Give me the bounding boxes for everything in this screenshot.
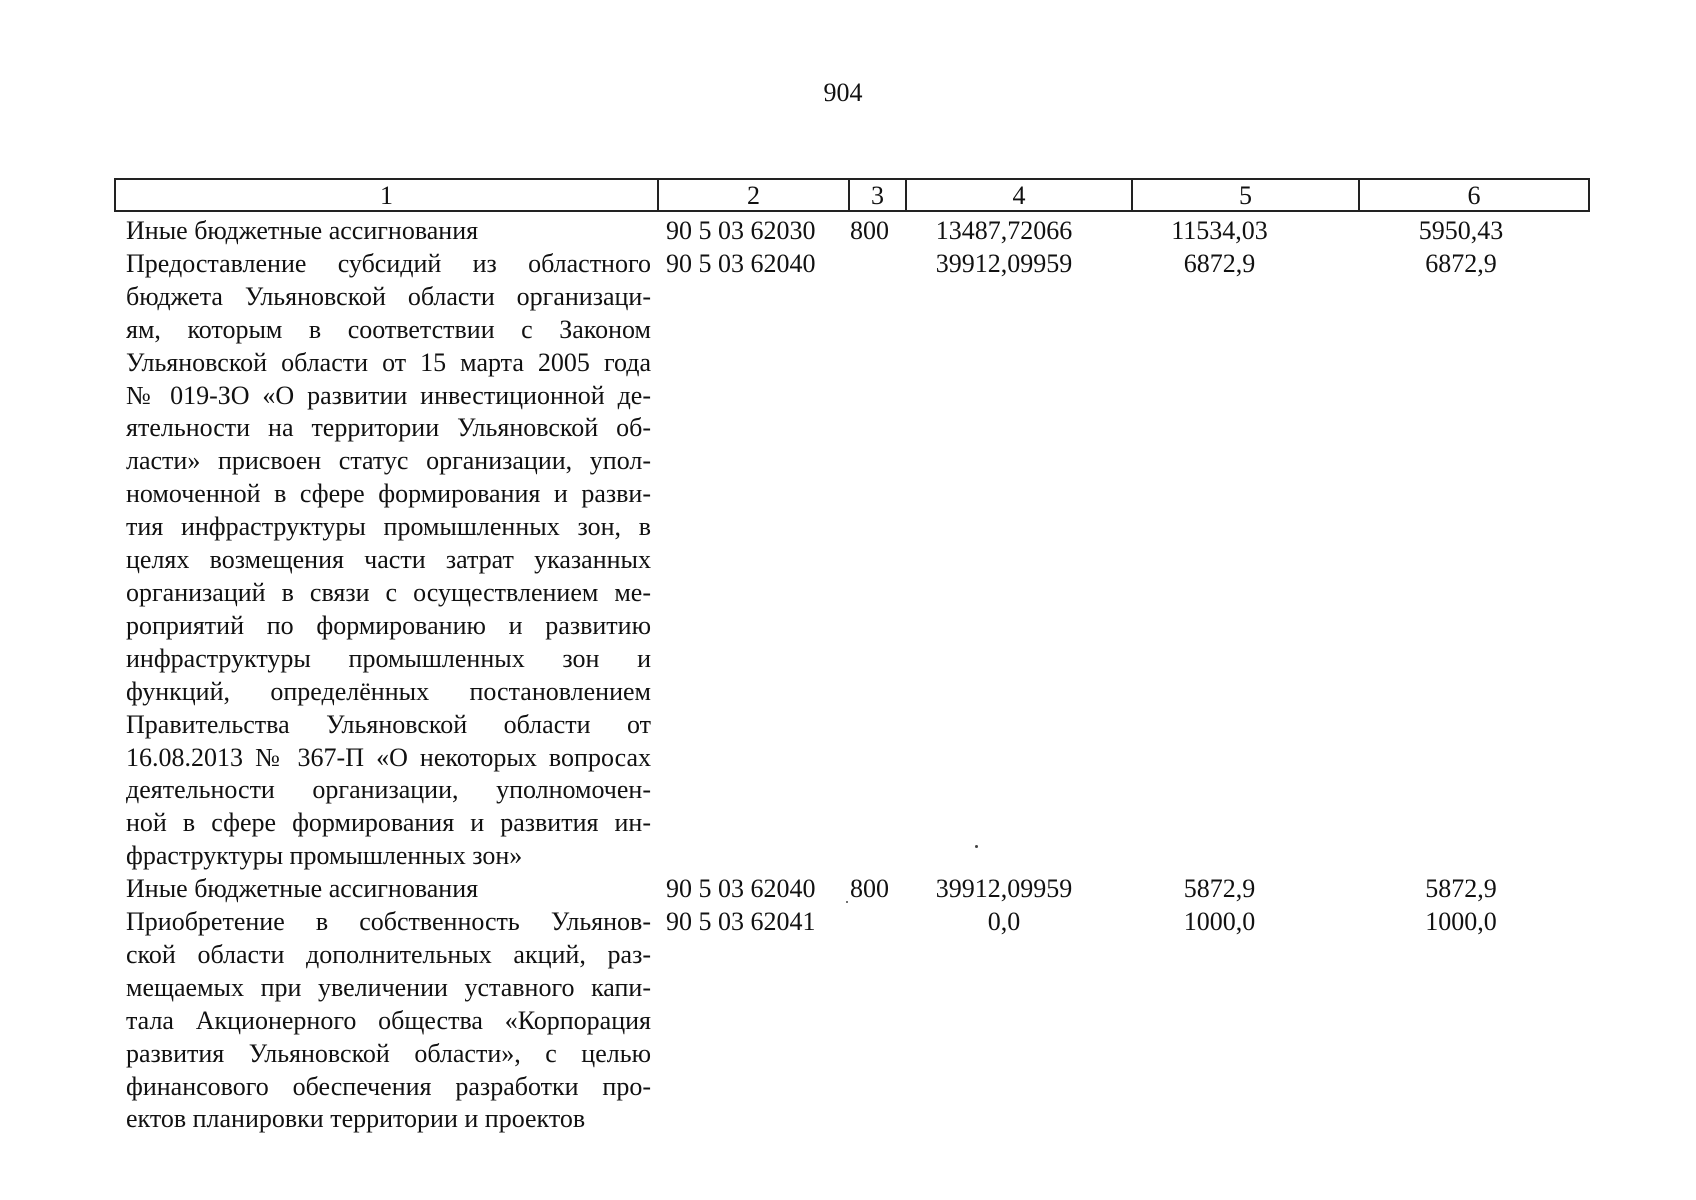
description-line: тия инфраструктуры промышленных зон, в	[126, 512, 651, 542]
classification-code: 90 5 03 62040	[666, 248, 816, 278]
header-cell-5: 5	[1133, 180, 1360, 212]
description-line: ской области дополнительных акций, раз-	[126, 939, 651, 969]
classification-code: 90 5 03 62030	[666, 216, 816, 245]
description-line: мещаемых при увеличении уставного капи-	[126, 972, 651, 1002]
amount-col-5: 6872,9	[1183, 248, 1256, 278]
amount-col-6: 6872,9	[1425, 248, 1497, 278]
row-description	[126, 906, 651, 1136]
row-description	[126, 215, 651, 248]
description-line: Иные бюджетные ассигнования	[126, 216, 479, 245]
description-line: деятельности организации, уполномочен-	[126, 775, 651, 805]
amount-col-6: 1000,0	[1425, 907, 1497, 937]
row-description	[126, 248, 651, 873]
amount-col-6: 5950,43	[1418, 216, 1504, 245]
scan-speck	[975, 845, 978, 848]
page-number: 904	[823, 78, 863, 107]
description-line: инфраструктуры промышленных зон и	[126, 643, 651, 673]
description-line: развития Ульяновской области», с целью	[126, 1038, 651, 1068]
table-row	[126, 215, 1590, 248]
amount-col-6: 5872,9	[1425, 874, 1497, 904]
description-line: тала Акционерного общества «Корпорация	[126, 1005, 651, 1035]
header-cell-1: 1	[116, 180, 659, 212]
description-line: ятельности на территории Ульяновской об-	[126, 413, 651, 443]
description-line: ной в сфере формирования и развития ин-	[126, 808, 651, 838]
row-description	[126, 873, 651, 906]
description-line: Иные бюджетные ассигнования	[126, 874, 479, 904]
table-row	[126, 906, 1590, 1136]
description-line: № 019-ЗО «О развитии инвестиционной де-	[126, 380, 651, 410]
amount-col-4: 13487,72066	[935, 216, 1073, 245]
classification-code: 90 5 03 62040	[666, 874, 816, 904]
amount-col-4: 39912,09959	[935, 248, 1073, 278]
description-line: номоченной в сфере формирования и разви-	[126, 479, 651, 509]
table-body	[126, 215, 1590, 1136]
scan-speck	[846, 901, 848, 903]
amount-col-4: 39912,09959	[935, 874, 1073, 904]
description-line: Предоставление субсидий из областного	[126, 248, 651, 278]
description-line: ектов планировки территории и проектов	[126, 1104, 586, 1134]
description-line: фраструктуры промышленных зон»	[126, 841, 523, 871]
description-line: финансового обеспечения разработки про-	[126, 1071, 651, 1101]
description-line: ласти» присвоен статус организации, упол-	[126, 446, 651, 476]
description-line: роприятий по формированию и развитию	[126, 610, 651, 640]
amount-col-4: 0,0	[987, 907, 1021, 937]
table-row	[126, 248, 1590, 873]
description-line: целях возмещения части затрат указанных	[126, 545, 651, 575]
header-cell-4: 4	[907, 180, 1133, 212]
description-line: бюджета Ульяновской области организаци-	[126, 281, 651, 311]
header-cell-3: 3	[850, 180, 907, 212]
header-cell-2: 2	[659, 180, 850, 212]
header-cell-6: 6	[1467, 181, 1481, 210]
amount-col-5: 5872,9	[1183, 874, 1256, 904]
description-line: Ульяновской области от 15 марта 2005 года	[126, 347, 651, 377]
table-row	[126, 873, 1590, 906]
amount-col-5: 1000,0	[1183, 907, 1256, 937]
description-line: ям, которым в соответствии с Законом	[126, 314, 651, 344]
description-line: Приобретение в собственность Ульянов-	[126, 907, 651, 937]
expense-type-code: 800	[850, 874, 889, 904]
description-line: функций, определённых постановлением	[126, 676, 651, 706]
classification-code: 90 5 03 62041	[666, 907, 816, 937]
description-line: организаций в связи с осуществлением ме-	[126, 577, 651, 607]
description-line: 16.08.2013 № 367-П «О некоторых вопросах	[126, 742, 651, 772]
table-header	[114, 178, 1590, 212]
expense-type-code: 800	[850, 216, 889, 245]
description-line: Правительства Ульяновской области от	[126, 709, 651, 739]
amount-col-5: 11534,03	[1171, 216, 1268, 245]
